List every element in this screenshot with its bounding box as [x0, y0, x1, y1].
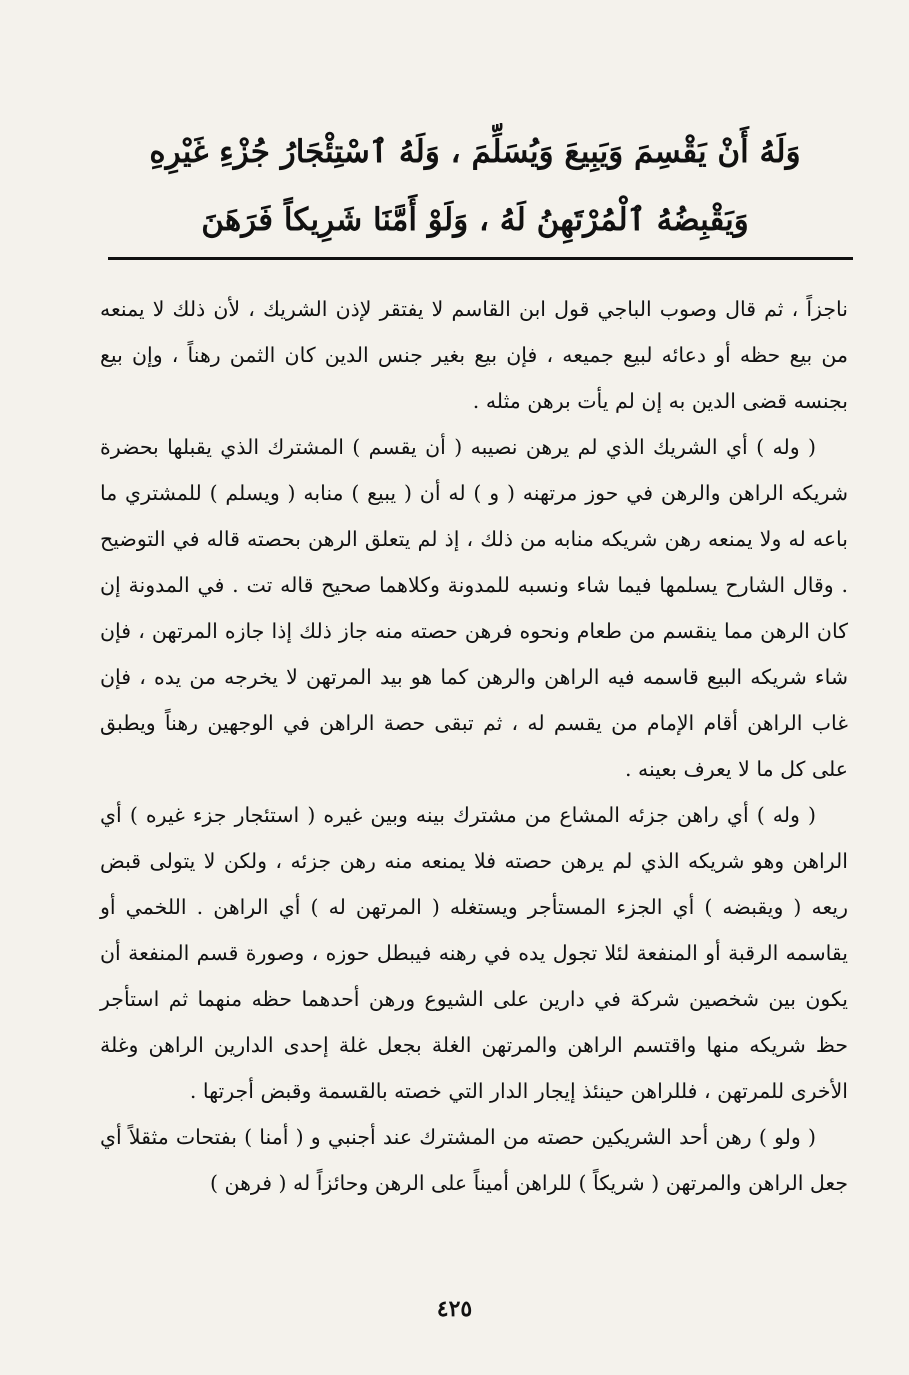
commentary-body [100, 286, 848, 1206]
paragraph-3: ( وله ) أي راهن جزئه المشاع من مشترك بينه وبين غيره ( استئجار جزء غيره ) أي الراهن وهو شريكه الذي لم يرهن حصته فلا يمنعه منه رهن جزئه ، ولكن لا يتولى قبض ريعه ( ويقبضه ) أي الجزء المستأجر ويستغله ( المرتهن له ) أي الراهن . اللخمي أو يقاسمه الرقبة أو المنفعة لئلا تجول يده في رهنه فيبطل حوزه ، وصورة قسم المنفعة أن يكون بين شخصين شركة في دارين على الشيوع ورهن أحدهما حظه منهما ثم استأجر حظ شريكه منها واقتسم الراهن والمرتهن الغلة بجعل غلة إحدى الدارين الراهن وغلة الأخرى للمرتهن ، فللراهن حينئذ إيجار الدار التي خصته بالقسمة وقبض أجرتها . [100, 803, 848, 1103]
horizontal-rule [108, 257, 853, 260]
page-number: ٤٢٥ [436, 1296, 473, 1322]
paragraph-1: ناجزاً ، ثم قال وصوب الباجي قول ابن القاسم لا يفتقر لإذن الشريك ، لأن ذلك لا يمنعه من بيع حظه أو دعائه لبيع جميعه ، فإن بيع بغير جنس الدين كان الثمن رهناً ، وإن بيع بجنسه قضى الدين به إن لم يأت برهن مثله . [100, 297, 848, 413]
matn-line-2: وَيَقْبِضُهُ ٱلْمُرْتَهِنُ لَهُ ، وَلَوْ أَمَّنَا شَرِيكاً فَرَهَنَ [201, 202, 749, 238]
paragraph-2: ( وله ) أي الشريك الذي لم يرهن نصيبه ( أن يقسم ) المشترك الذي يقبلها بحضرة شريكه الراهن والرهن في حوز مرتهنه ( و ) له أن ( يبيع ) منابه ( ويسلم ) للمشتري ما باعه له ولا يمنعه رهن شريكه منابه من ذلك ، إذ لم يتعلق الرهن بحصته قاله في التوضيح . وقال الشارح يسلمها فيما شاء ونسبه للمدونة وكلاهما صحيح قاله تت . في المدونة إن كان الرهن مما ينقسم من طعام ونحوه فرهن حصته منه جاز ذلك إذا جازه المرتهن ، فإن شاء شريكه البيع قاسمه فيه الراهن والرهن كما هو بيد المرتهن لا يخرجه من يده ، فإن غاب الراهن أقام الإمام من يقسم له ، ثم تبقى حصة الراهن في الوجهين رهناً ويطبق على كل ما لا يعرف بعينه . [100, 435, 848, 781]
matn-line-1: وَلَهُ أَنْ يَقْسِمَ وَيَبِيعَ وَيُسَلِّمَ ، وَلَهُ ٱسْتِئْجَارُ جُزْءِ غَيْرِهِ [149, 134, 801, 170]
matn-header [100, 118, 850, 254]
paragraph-4: ( ولو ) رهن أحد الشريكين حصته من المشترك عند أجنبي و ( أمنا ) بفتحات مثقلاً أي جعل الراهن والمرتهن ( شريكاً ) للراهن أميناً على الرهن وحائزاً له ( فرهن ) [100, 1125, 848, 1195]
